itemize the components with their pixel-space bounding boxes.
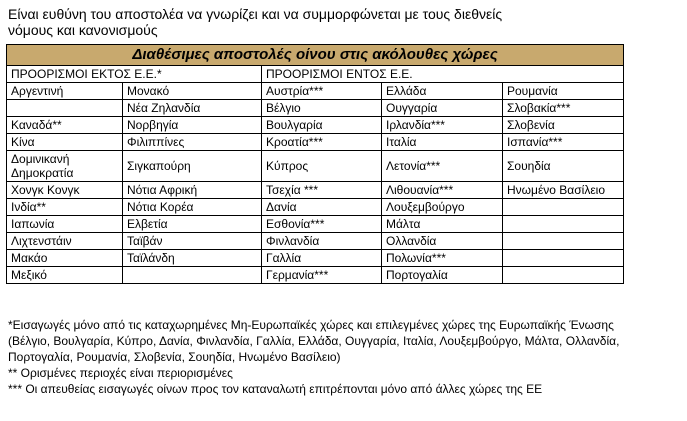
table-cell: Φιλιππίνες — [123, 134, 262, 151]
outside-eu-header: ΠΡΟΟΡΙΣΜΟΙ ΕΚΤΟΣ Ε.Ε.* — [7, 66, 262, 83]
table-cell: Ρουμανία — [503, 83, 624, 100]
table-row — [7, 216, 624, 233]
table-cell: Βέλγιο — [262, 100, 382, 117]
table-cell: Δανία — [262, 199, 382, 216]
table-cell: Μακάο — [7, 250, 123, 267]
table-cell: Βουλγαρία — [262, 117, 382, 134]
table-cell: Φινλανδία — [262, 233, 382, 250]
table-cell — [503, 199, 624, 216]
table-cell: Ινδία** — [7, 199, 123, 216]
footnotes — [8, 317, 648, 397]
table-cell: Ελλάδα — [382, 83, 503, 100]
table-cell: Ιαπωνία — [7, 216, 123, 233]
table-cell: Ταϊλάνδη — [123, 250, 262, 267]
table-cell: Σουηδία — [503, 151, 624, 182]
table-row — [7, 100, 624, 117]
table-cell: Ηνωμένο Βασίλειο — [503, 182, 624, 199]
table-cell: Ισπανία*** — [503, 134, 624, 151]
table-cell: Λουξεμβούργο — [382, 199, 503, 216]
table-cell — [123, 267, 262, 284]
table-cell: Σλοβακία*** — [503, 100, 624, 117]
table-cell: Νότια Κορέα — [123, 199, 262, 216]
table-cell: Ολλανδία — [382, 233, 503, 250]
table-cell: Γερμανία*** — [262, 267, 382, 284]
table-cell: Αυστρία*** — [262, 83, 382, 100]
table-cell: Ιταλία — [382, 134, 503, 151]
table-cell: Λετονία*** — [382, 151, 503, 182]
table-cell: Κύπρος — [262, 151, 382, 182]
table-cell: Ουγγαρία — [382, 100, 503, 117]
table-cell: Μάλτα — [382, 216, 503, 233]
table-cell: Σιγκαπούρη — [123, 151, 262, 182]
table-cell: Καναδά** — [7, 117, 123, 134]
table-cell: Νέα Ζηλανδία — [123, 100, 262, 117]
table-cell: Μεξικό — [7, 267, 123, 284]
table-cell: Κίνα — [7, 134, 123, 151]
group-header-row — [7, 66, 624, 83]
table-cell — [503, 233, 624, 250]
table-cell: Πορτογαλία — [382, 267, 503, 284]
table-cell: Χονγκ Κονγκ — [7, 182, 123, 199]
intro-text: Είναι ευθύνη του αποστολέα να γνωρίζει και να συμμορφώνεται με τους διεθνείς νόμους και κανονισμούς — [8, 6, 503, 38]
table-row — [7, 233, 624, 250]
table-row — [7, 83, 624, 100]
table-row — [7, 199, 624, 216]
footnote-single-asterisk: *Εισαγωγές μόνο από τις καταχωρημένες Μη-Ευρωπαϊκές χώρες και επιλεγμένες χώρες της Ευρωπαϊκής Ένωσης (Βέλγιο, Βουλγαρία, Κύπρο, Δανία, Φινλανδία, Γαλλία, Ελλάδα, Ουγγαρία, Ιταλία, Λουξεμβούργο, Μάλτα, Ολλανδία, Πορτογαλία, Ρουμανία, Σλοβενία, Σουηδία, Ηνωμένο Βασίλειο) — [8, 318, 620, 364]
table-row — [7, 117, 624, 134]
table-cell: Ελβετία — [123, 216, 262, 233]
table-cell: Πολωνία*** — [382, 250, 503, 267]
table-row — [7, 182, 624, 199]
table-title: Διαθέσιμες αποστολές οίνου στις ακόλουθες χώρες — [7, 45, 624, 66]
table-cell: Λιθουανία*** — [382, 182, 503, 199]
table-cell: Τσεχία *** — [262, 182, 382, 199]
table-cell: Νορβηγία — [123, 117, 262, 134]
table-row — [7, 134, 624, 151]
table-title-row — [7, 45, 624, 66]
table-cell — [503, 267, 624, 284]
table-cell: Λιχτενστάιν — [7, 233, 123, 250]
table-cell — [503, 216, 624, 233]
table-cell: Αργεντινή — [7, 83, 123, 100]
inside-eu-header: ΠΡΟΟΡΙΣΜΟΙ ΕΝΤΟΣ Ε.Ε. — [262, 66, 624, 83]
table-cell: Γαλλία — [262, 250, 382, 267]
table-cell: Ιρλανδία*** — [382, 117, 503, 134]
table-cell: Δομινικανή Δημοκρατία — [7, 151, 123, 182]
table-row — [7, 250, 624, 267]
table-cell: Μονακό — [123, 83, 262, 100]
table-cell: Ταϊβάν — [123, 233, 262, 250]
footnote-triple-asterisk: *** Οι απευθείας εισαγωγές οίνων προς τον καταναλωτή επιτρέπονται μόνο από άλλες χώρες της ΕΕ — [8, 382, 543, 396]
table-cell: Κροατία*** — [262, 134, 382, 151]
shipping-countries-table — [6, 44, 624, 284]
table-row — [7, 151, 624, 182]
table-cell: Νότια Αφρική — [123, 182, 262, 199]
footnote-double-asterisk: ** Ορισμένες περιοχές είναι περιορισμένες — [8, 366, 233, 380]
table-row — [7, 267, 624, 284]
table-cell — [7, 100, 123, 117]
table-cell: Εσθονία*** — [262, 216, 382, 233]
table-cell: Σλοβενία — [503, 117, 624, 134]
table-cell — [503, 250, 624, 267]
